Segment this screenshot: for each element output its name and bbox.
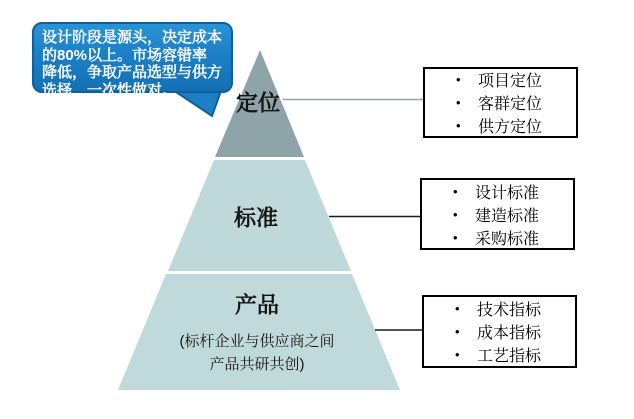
bullet-icon: •	[455, 347, 460, 362]
list-item-label: 供方定位	[478, 119, 543, 136]
list-item-label: 工艺指标	[477, 348, 542, 365]
tier-label-standards: 标准	[233, 205, 279, 231]
list-item-label: 项目定位	[478, 73, 543, 90]
list-item-label: 采购标准	[475, 230, 540, 248]
callout-line: 的80%以上。市场容错率	[42, 46, 208, 64]
tier-products-subtext	[147, 330, 367, 376]
bullet-icon: •	[455, 324, 460, 339]
bullet-icon: •	[455, 301, 460, 316]
tier-products-subtext-line: 产品共研共创)	[209, 356, 305, 373]
list-item	[453, 91, 576, 114]
bullet-icon: •	[453, 206, 458, 222]
list-item	[453, 114, 576, 137]
detail-box-products	[422, 295, 577, 368]
detail-box-standards	[420, 178, 575, 250]
callout-line: 设计阶段是源头，决定成本	[42, 29, 223, 46]
list-item-label: 客群定位	[478, 96, 543, 113]
list-item	[452, 320, 575, 343]
list-item-label: 建造标准	[475, 207, 540, 225]
list-item	[452, 343, 575, 366]
tier-label-products: 产品	[234, 292, 280, 318]
list-item	[450, 226, 573, 249]
bullet-icon: •	[456, 72, 461, 87]
list-item	[452, 297, 575, 320]
tier-products-subtext-line: (标杆企业与供应商之间	[179, 333, 335, 350]
list-item-label: 技术指标	[477, 302, 542, 319]
tier-label-positioning: 定位	[235, 90, 281, 116]
list-item	[450, 203, 573, 226]
list-item-label: 设计标准	[475, 184, 540, 202]
detail-box-positioning	[423, 67, 578, 138]
callout-line: 选择，一次性做对。	[42, 81, 178, 99]
callout-line: 降低，争取产品选型与供方	[42, 64, 223, 81]
bullet-icon: •	[453, 183, 458, 199]
callout-bubble	[32, 22, 233, 99]
bullet-icon: •	[456, 95, 461, 110]
list-item-label: 成本指标	[477, 325, 542, 342]
list-item	[450, 180, 573, 203]
bullet-icon: •	[456, 118, 461, 133]
list-item	[453, 68, 576, 91]
bullet-icon: •	[453, 229, 458, 245]
